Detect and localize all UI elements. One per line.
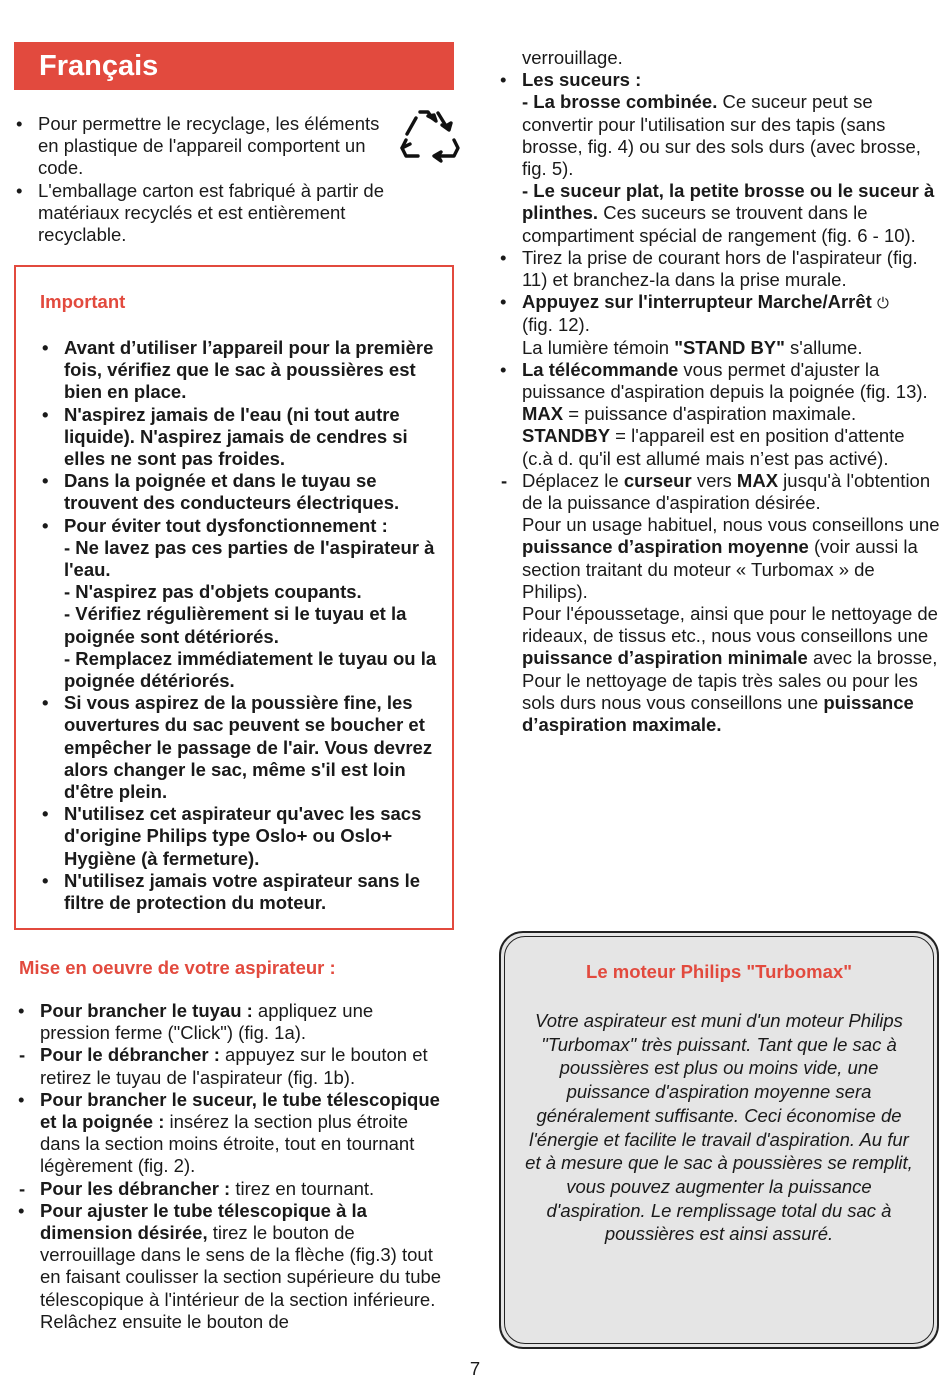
setup-title: Mise en oeuvre de votre aspirateur : [19, 957, 336, 978]
list-item: • N'utilisez jamais votre aspirateur sans le filtre de protection du moteur. [40, 870, 450, 914]
usage-post: (voir aussi la section traitant du moteur « Turbomax » de Philips). [522, 536, 918, 602]
brosse-bold: - La brosse combinée. [522, 91, 718, 113]
item-bold: Pour brancher le tuyau : [40, 1000, 253, 1021]
list-item-text: Pour éviter tout dysfonctionnement : [64, 514, 388, 536]
curseur-bold: curseur [623, 469, 692, 491]
curseur-post: jusqu'à l'obtention de la puissance d'aspiration désirée. [522, 469, 931, 514]
item-bold: Pour le débrancher : [40, 1044, 220, 1066]
max-bold: MAX [522, 403, 564, 425]
switch-text: (fig. 12). [522, 314, 590, 336]
turbomax-body: Votre aspirateur est muni d'un moteur Philips "Turbomax" très puissant. Tant que le sac à poussières est plus ou moins vide, une puissance d'aspiration moyenne sera généralement suffisante. Ceci économise de l'énergie et facilite le travail d'aspiration. Au fur et à mesure que le sac à poussières se remplit, vous pouvez augmenter la puissance d'aspiration. Le remplissage total du sac à poussières est ainsi assuré. [525, 1010, 913, 1245]
item-text: insérez la section plus étroite dans la section moins étroite, tout en tournant légèrement (fig. 2). [40, 1111, 415, 1177]
tapis-bold: puissance d’aspiration maximale. [522, 691, 914, 736]
power-icon: ⏻ [876, 294, 889, 313]
standby-bold: "STAND BY" [674, 336, 785, 358]
sub-item: - Ne lavez pas ces parties de l'aspirateur à l'eau. [64, 536, 435, 581]
turbomax-box [499, 931, 939, 1349]
usage-pre: Pour un usage habituel, nous vous conseillons une [522, 514, 940, 536]
list-item: • Avant d’utiliser l’appareil pour la première fois, vérifiez que le sac à poussières est bien en place. [40, 337, 450, 404]
list-item-prise: • Tirez la prise de courant hors de l'aspirateur (fig. 11) et branchez-la dans la prise murale. [498, 247, 940, 291]
list-item: • L'emballage carton est fabriqué à partir de matériaux recyclés et est entièrement recyclable. [14, 180, 423, 247]
curseur-mid: vers [691, 469, 737, 491]
sub-item: - Remplacez immédiatement le tuyau ou la poignée détériorés. [64, 647, 437, 692]
switch-bold: Appuyez sur l'interrupteur Marche/Arrêt [522, 291, 877, 313]
list-item: • Dans la poignée et dans le tuyau se trouvent des conducteurs électriques. [40, 470, 450, 514]
brosse-text: Ce suceur peut se convertir pour l'utilisation sur des tapis (sans brosse, fig. 4) ou sur des sols durs (avec brosse, fig. 5). [522, 91, 921, 180]
important-list [40, 337, 450, 914]
item-text: appuyez sur le bouton et retirez le tuyau de l'aspirateur (fig. 1b). [40, 1044, 428, 1088]
sub-item: - Vérifiez régulièrement si le tuyau et la poignée sont détériorés. [64, 603, 407, 647]
plat-bold: - Le suceur plat, la petite brosse ou le suceur à plinthes. [522, 180, 935, 224]
list-item: • N'utilisez cet aspirateur qu'avec les sacs d'origine Philips type Oslo+ ou Oslo+ Hygiène (à fermeture). [40, 803, 450, 870]
usage-bold: puissance d’aspiration moyenne [522, 536, 809, 558]
stb-text: = l'appareil est en position d'attente (c.à d. qu'il est allumé mais n’est pas activé). [522, 425, 905, 469]
list-item-curseur [498, 470, 940, 736]
list-item [16, 1200, 444, 1333]
dust-post: avec la brosse, [807, 647, 938, 669]
tapis-pre: Pour le nettoyage de tapis très sales ou pour les sols durs nous vous conseillons une [522, 669, 918, 713]
item-text: appliquez une pression ferme ("Click") (fig. 1a). [40, 1000, 374, 1044]
language-header: Français [14, 42, 454, 90]
recycling-section [14, 113, 399, 246]
list-item [16, 1178, 444, 1200]
setup-section [16, 1000, 444, 1333]
recycle-icon [398, 106, 462, 168]
item-bold: Pour brancher le suceur, le tube télescopique et la poignée : [40, 1088, 440, 1133]
list-item [16, 1044, 444, 1088]
stb-bold: STANDBY [522, 425, 611, 447]
curseur-max: MAX [736, 469, 779, 491]
item-text: tirez en tournant. [230, 1177, 375, 1199]
list-item [16, 1000, 444, 1044]
item-text: tirez le bouton de verrouillage dans le sens de la flèche (fig.3) tout en faisant coulisser la section supérieure du tube télescopique à l'intérieur de la section inférieure. Relâchez ensuite le bouton de [40, 1222, 442, 1332]
standby-pre: La lumière témoin [522, 336, 675, 358]
list-item [40, 515, 450, 693]
turbomax-title: Le moteur Philips "Turbomax" [586, 961, 852, 982]
sub-item: - N'aspirez pas d'objets coupants. [64, 581, 362, 603]
dust-bold: puissance d’aspiration minimale [522, 647, 808, 669]
list-item: • Pour permettre le recyclage, les éléments en plastique de l'appareil comportent un code. [14, 113, 399, 180]
list-item-remote [498, 359, 940, 470]
standby-post: s'allume. [784, 336, 863, 358]
suceurs-title: Les suceurs : [522, 69, 642, 91]
item-bold: Pour les débrancher : [40, 1177, 231, 1199]
important-box [14, 265, 454, 930]
list-item-switch [498, 291, 940, 359]
list-item-suceurs [498, 69, 940, 247]
plat-text: Ces suceurs se trouvent dans le compartiment spécial de rangement (fig. 6 - 10). [522, 202, 916, 246]
remote-text: vous permet d'ajuster la puissance d'aspiration depuis la poignée (fig. 13). [522, 358, 928, 403]
item-bold: Pour ajuster le tube télescopique à la dimension désirée, [40, 1199, 367, 1244]
dust-pre: Pour l'époussetage, ainsi que pour le nettoyage de rideaux, de tissus etc., nous vous conseillons une [522, 603, 938, 647]
remote-bold: La télécommande [522, 358, 679, 380]
continuation-text: verrouillage. [522, 47, 623, 68]
page-number: 7 [469, 1358, 481, 1379]
list-item [16, 1089, 444, 1178]
max-text: = puissance d'aspiration maximale. [563, 403, 857, 425]
list-item: • N'aspirez jamais de l'eau (ni tout autre liquide). N'aspirez jamais de cendres si elles ne sont pas froides. [40, 404, 450, 471]
list-item: • Si vous aspirez de la poussière fine, les ouvertures du sac peuvent se boucher et empêcher le passage de l'air. Vous devrez alors changer le sac, même s'il est loin d'être plein. [40, 692, 450, 803]
important-title: Important [40, 291, 126, 312]
curseur-pre: Déplacez le [522, 469, 624, 491]
right-column [498, 47, 940, 736]
